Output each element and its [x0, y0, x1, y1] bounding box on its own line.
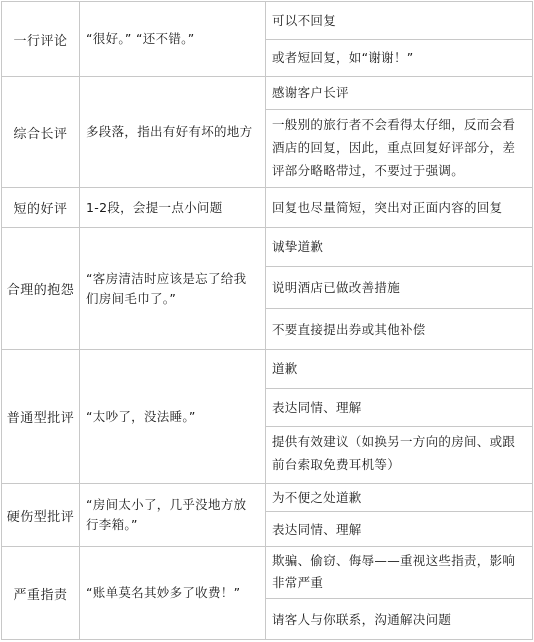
review-type: 合理的抱怨 — [6, 283, 75, 298]
response-item: 诚挚道歉 — [272, 239, 324, 254]
response-item: 说明酒店已做改善措施 — [266, 266, 532, 308]
review-example: “账单莫名其妙多了收费！” — [86, 585, 241, 600]
review-type: 硬伤型批评 — [6, 509, 75, 525]
example-cell — [80, 2, 266, 76]
example-cell — [80, 188, 266, 227]
review-type-cell — [2, 77, 80, 187]
review-type-cell — [2, 188, 80, 227]
example-cell — [80, 350, 266, 483]
table-row — [2, 227, 532, 349]
review-type-cell — [2, 228, 80, 349]
review-type: 短的好评 — [13, 202, 68, 217]
response-item: 请客人与你联系，沟通解决问题 — [266, 598, 532, 640]
table-row — [2, 2, 532, 76]
example-cell — [80, 484, 266, 546]
example-cell — [80, 228, 266, 349]
review-type: 普通型批评 — [6, 411, 75, 426]
response-cell — [266, 350, 532, 483]
response-item: 不要直接提出券或其他补偿 — [266, 308, 532, 350]
response-cell — [266, 188, 532, 227]
response-cell — [266, 547, 532, 639]
response-cell — [266, 77, 532, 187]
response-item: 或者短回复，如“谢谢！” — [266, 39, 532, 76]
response-item: 表达同情、理解 — [266, 511, 532, 547]
review-example: “房间太小了，几乎没地方放行李箱。” — [86, 497, 247, 532]
response-item: 感谢客户长评 — [272, 85, 349, 100]
table-row — [2, 546, 532, 639]
review-example: 多段落，指出有好有坏的地方 — [86, 124, 253, 139]
review-example: “太吵了，没法睡。” — [86, 408, 196, 424]
review-type-cell — [2, 350, 80, 483]
example-cell — [80, 77, 266, 187]
review-type: 严重指责 — [13, 587, 68, 603]
response-cell — [266, 2, 532, 76]
review-type: 综合长评 — [13, 126, 68, 142]
review-example: “客房清洁时应该是忘了给我们房间毛巾了。” — [86, 270, 247, 306]
response-item: 提供有效建议（如换另一方向的房间、或跟前台索取免费耳机等） — [266, 426, 532, 484]
response-item: 一般别的旅行者不会看得太仔细，反而会看酒店的回复，因此，重点回复好评部分，差评部分略略带过，不要过于强调。 — [266, 109, 532, 188]
response-item: 可以不回复 — [272, 12, 337, 28]
example-cell — [80, 547, 266, 639]
review-type-cell — [2, 2, 80, 76]
response-cell — [266, 228, 532, 349]
review-example: “很好。” “还不错。” — [86, 31, 195, 46]
response-cell — [266, 484, 532, 546]
table-row — [2, 76, 532, 187]
response-item: 表达同情、理解 — [266, 388, 532, 426]
review-type-cell — [2, 547, 80, 639]
review-type-cell — [2, 484, 80, 546]
response-item: 回复也尽量简短，突出对正面内容的回复 — [272, 200, 503, 215]
table-row — [2, 483, 532, 546]
review-type: 一行评论 — [13, 33, 68, 49]
review-example: 1-2段，会提一点小问题 — [86, 199, 223, 215]
response-item: 道歉 — [272, 361, 298, 376]
response-item: 为不便之处道歉 — [272, 489, 362, 505]
table-row — [2, 349, 532, 483]
review-response-table — [1, 1, 533, 640]
table-row — [2, 187, 532, 227]
response-item: 欺骗、偷窃、侮辱——重视这些指责，影响非常严重 — [272, 553, 516, 590]
